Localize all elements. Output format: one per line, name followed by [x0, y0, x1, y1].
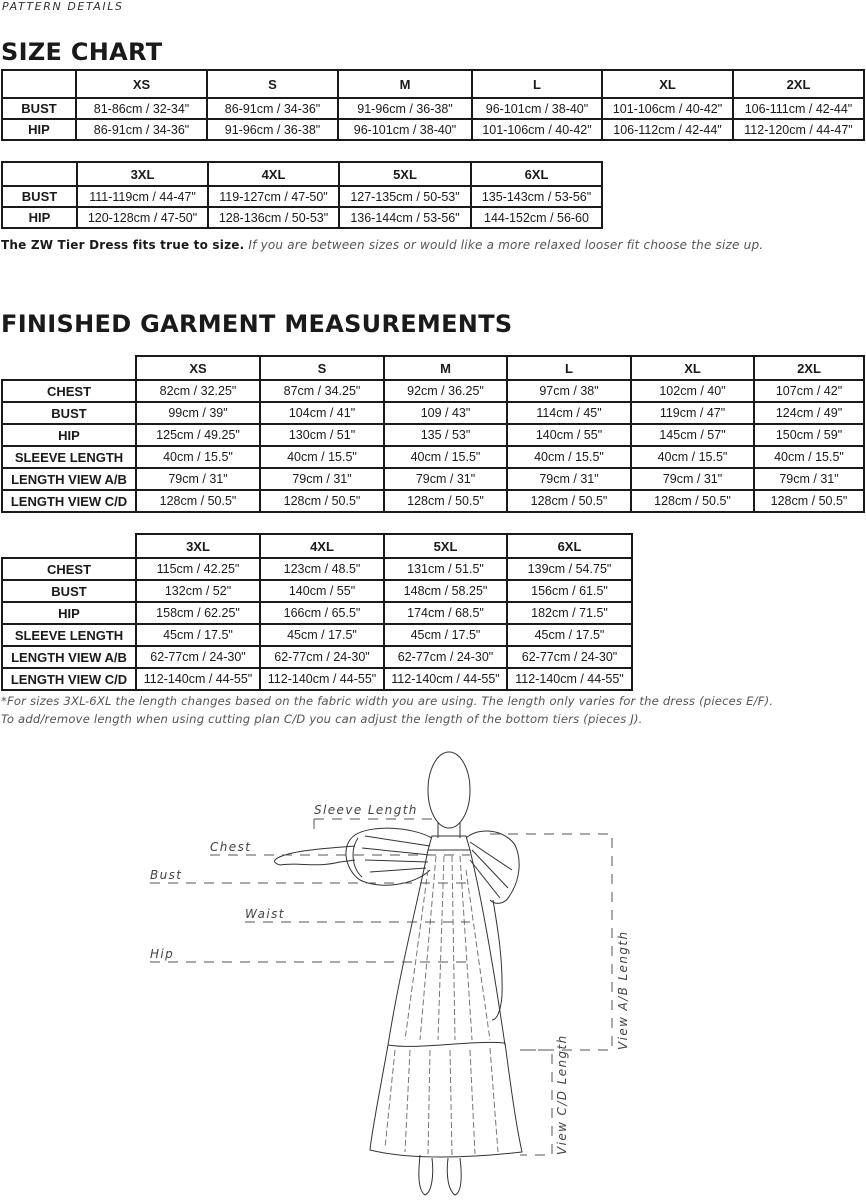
table-cell: 125cm / 49.25"	[136, 424, 260, 446]
row-label: HIP	[2, 207, 77, 228]
table-row	[2, 490, 864, 512]
table-cell: 79cm / 31"	[136, 468, 260, 490]
size-header: XL	[602, 70, 733, 98]
table-cell: 62-77cm / 24-30"	[136, 646, 260, 668]
row-label: HIP	[2, 424, 136, 446]
fit-note	[1, 238, 763, 252]
table-cell: 131cm / 51.5"	[384, 558, 507, 580]
table-cell: 45cm / 17.5"	[136, 624, 260, 646]
table-cell: 145cm / 57"	[631, 424, 754, 446]
table-cell: 40cm / 15.5"	[507, 446, 631, 468]
table-cell: 119cm / 47"	[631, 402, 754, 424]
size-header: S	[260, 356, 384, 380]
row-label: BUST	[2, 98, 76, 119]
table-cell: 144-152cm / 56-60	[471, 207, 602, 228]
measurement-guides	[150, 819, 612, 1155]
table-cell: 156cm / 61.5"	[507, 580, 632, 602]
table-cell: 148cm / 58.25"	[384, 580, 507, 602]
label-bust: Bust	[150, 868, 183, 882]
size-header: 4XL	[208, 162, 339, 186]
size-header: 2XL	[754, 356, 864, 380]
table-cell: 96-101cm / 38-40"	[472, 98, 602, 119]
table-cell: 140cm / 55"	[507, 424, 631, 446]
row-label: BUST	[2, 186, 77, 207]
table-cell: 45cm / 17.5"	[384, 624, 507, 646]
row-label: HIP	[2, 602, 136, 624]
table-row	[2, 580, 632, 602]
row-label: LENGTH VIEW A/B	[2, 468, 136, 490]
table-cell: 128cm / 50.5"	[631, 490, 754, 512]
size-header: M	[384, 356, 507, 380]
size-header: XS	[136, 356, 260, 380]
size-header: 6XL	[507, 534, 632, 558]
size-header: S	[207, 70, 338, 98]
size-header: M	[338, 70, 472, 98]
table-cell: 119-127cm / 47-50"	[208, 186, 339, 207]
table-cell: 40cm / 15.5"	[260, 446, 384, 468]
corner-cell	[2, 70, 76, 98]
table-cell: 102cm / 40"	[631, 380, 754, 402]
size-chart-table-1	[1, 69, 865, 141]
size-header: L	[472, 70, 602, 98]
table-cell: 174cm / 68.5"	[384, 602, 507, 624]
table-cell: 40cm / 15.5"	[631, 446, 754, 468]
table-cell: 135-143cm / 53-56"	[471, 186, 602, 207]
table-cell: 79cm / 31"	[507, 468, 631, 490]
table-cell: 40cm / 15.5"	[754, 446, 864, 468]
size-chart-table-2	[1, 161, 603, 229]
table-cell: 101-106cm / 40-42"	[472, 119, 602, 140]
table-cell: 128cm / 50.5"	[507, 490, 631, 512]
table-row	[2, 119, 864, 140]
table-cell: 62-77cm / 24-30"	[507, 646, 632, 668]
table-cell: 132cm / 52"	[136, 580, 260, 602]
label-chest: Chest	[210, 840, 252, 854]
garment-measurements-title: FINISHED GARMENT MEASUREMENTS	[1, 310, 513, 338]
row-label: SLEEVE LENGTH	[2, 624, 136, 646]
table-cell: 136-144cm / 53-56"	[339, 207, 471, 228]
table-cell: 40cm / 15.5"	[384, 446, 507, 468]
table-cell: 99cm / 39"	[136, 402, 260, 424]
table-cell: 91-96cm / 36-38"	[338, 98, 472, 119]
table-cell: 182cm / 71.5"	[507, 602, 632, 624]
table-row	[2, 207, 602, 228]
table-row	[2, 558, 632, 580]
table-cell: 79cm / 31"	[260, 468, 384, 490]
table-row	[2, 624, 632, 646]
size-header: 3XL	[136, 534, 260, 558]
table-cell: 96-101cm / 38-40"	[338, 119, 472, 140]
table-cell: 79cm / 31"	[631, 468, 754, 490]
table-row	[2, 446, 864, 468]
table-cell: 106-111cm / 42-44"	[733, 98, 864, 119]
table-cell: 112-140cm / 44-55"	[260, 668, 384, 690]
table-header-row	[2, 70, 864, 98]
table-header-row	[2, 534, 632, 558]
size-header: 5XL	[339, 162, 471, 186]
corner-cell	[2, 534, 136, 558]
table-cell: 106-112cm / 42-44"	[602, 119, 733, 140]
label-view-cd-length: View C/D Length	[555, 1034, 569, 1155]
table-cell: 150cm / 59"	[754, 424, 864, 446]
corner-cell	[2, 162, 77, 186]
table-cell: 91-96cm / 36-38"	[207, 119, 338, 140]
table-cell: 128-136cm / 50-53"	[208, 207, 339, 228]
table-row	[2, 468, 864, 490]
row-label: BUST	[2, 402, 136, 424]
garment-table-1	[1, 355, 865, 513]
row-label: LENGTH VIEW C/D	[2, 668, 136, 690]
table-cell: 123cm / 48.5"	[260, 558, 384, 580]
table-cell: 158cm / 62.25"	[136, 602, 260, 624]
size-header: 4XL	[260, 534, 384, 558]
size-header: 3XL	[77, 162, 208, 186]
table-row	[2, 402, 864, 424]
row-label: LENGTH VIEW C/D	[2, 490, 136, 512]
table-header-row	[2, 356, 864, 380]
table-cell: 62-77cm / 24-30"	[384, 646, 507, 668]
dress-figure-illustration	[275, 752, 522, 1195]
footnote-line-2: To add/remove length when using cutting plan C/D you can adjust the length of the bottom tiers (pieces J).	[1, 712, 643, 726]
table-cell: 140cm / 55"	[260, 580, 384, 602]
table-cell: 107cm / 42"	[754, 380, 864, 402]
view-cd-length-line	[520, 1050, 552, 1155]
size-header: XL	[631, 356, 754, 380]
table-cell: 62-77cm / 24-30"	[260, 646, 384, 668]
table-cell: 79cm / 31"	[384, 468, 507, 490]
size-header: 5XL	[384, 534, 507, 558]
table-cell: 112-140cm / 44-55"	[507, 668, 632, 690]
label-view-ab-length: View A/B Length	[616, 930, 630, 1050]
size-header: L	[507, 356, 631, 380]
table-cell: 86-91cm / 34-36"	[76, 119, 207, 140]
table-cell: 111-119cm / 44-47"	[77, 186, 208, 207]
table-cell: 45cm / 17.5"	[260, 624, 384, 646]
table-cell: 45cm / 17.5"	[507, 624, 632, 646]
row-label: CHEST	[2, 380, 136, 402]
table-cell: 109 / 43"	[384, 402, 507, 424]
table-cell: 97cm / 38"	[507, 380, 631, 402]
table-cell: 128cm / 50.5"	[754, 490, 864, 512]
table-cell: 40cm / 15.5"	[136, 446, 260, 468]
size-header: 6XL	[471, 162, 602, 186]
table-cell: 128cm / 50.5"	[260, 490, 384, 512]
footnote-line-1: *For sizes 3XL-6XL the length changes based on the fabric width you are using. The length only varies for the dress (pieces E/F).	[1, 694, 774, 708]
table-cell: 120-128cm / 47-50"	[77, 207, 208, 228]
table-cell: 127-135cm / 50-53"	[339, 186, 471, 207]
row-label: CHEST	[2, 558, 136, 580]
table-cell: 130cm / 51"	[260, 424, 384, 446]
table-cell: 139cm / 54.75"	[507, 558, 632, 580]
row-label: SLEEVE LENGTH	[2, 446, 136, 468]
table-cell: 112-120cm / 44-47"	[733, 119, 864, 140]
size-header: XS	[76, 70, 207, 98]
table-cell: 128cm / 50.5"	[384, 490, 507, 512]
row-label: LENGTH VIEW A/B	[2, 646, 136, 668]
table-cell: 86-91cm / 34-36"	[207, 98, 338, 119]
size-header: 2XL	[733, 70, 864, 98]
fit-note-bold: The ZW Tier Dress fits true to size.	[1, 238, 245, 252]
table-cell: 124cm / 49"	[754, 402, 864, 424]
table-row	[2, 602, 632, 624]
table-row	[2, 668, 632, 690]
table-cell: 112-140cm / 44-55"	[384, 668, 507, 690]
table-cell: 112-140cm / 44-55"	[136, 668, 260, 690]
fit-note-italic: If you are between sizes or would like a more relaxed looser fit choose the size up.	[248, 238, 764, 252]
table-cell: 101-106cm / 40-42"	[602, 98, 733, 119]
table-row	[2, 380, 864, 402]
table-row	[2, 646, 632, 668]
table-cell: 82cm / 32.25"	[136, 380, 260, 402]
label-waist: Waist	[245, 907, 285, 921]
view-ab-length-line	[490, 834, 612, 1050]
table-cell: 115cm / 42.25"	[136, 558, 260, 580]
table-cell: 128cm / 50.5"	[136, 490, 260, 512]
table-cell: 135 / 53"	[384, 424, 507, 446]
garment-table-2	[1, 533, 633, 691]
table-cell: 166cm / 65.5"	[260, 602, 384, 624]
table-row	[2, 98, 864, 119]
table-cell: 87cm / 34.25"	[260, 380, 384, 402]
table-cell: 114cm / 45"	[507, 402, 631, 424]
measurement-diagram	[0, 740, 866, 1200]
section-eyebrow: PATTERN DETAILS	[2, 0, 124, 13]
row-label: HIP	[2, 119, 76, 140]
size-chart-title: SIZE CHART	[1, 38, 163, 66]
table-cell: 92cm / 36.25"	[384, 380, 507, 402]
table-row	[2, 186, 602, 207]
table-cell: 79cm / 31"	[754, 468, 864, 490]
table-cell: 104cm / 41"	[260, 402, 384, 424]
table-row	[2, 424, 864, 446]
corner-cell	[2, 356, 136, 380]
table-header-row	[2, 162, 602, 186]
table-cell: 81-86cm / 32-34"	[76, 98, 207, 119]
label-sleeve-length: Sleeve Length	[314, 803, 418, 817]
label-hip: Hip	[150, 947, 175, 961]
row-label: BUST	[2, 580, 136, 602]
figure-head	[428, 752, 470, 828]
